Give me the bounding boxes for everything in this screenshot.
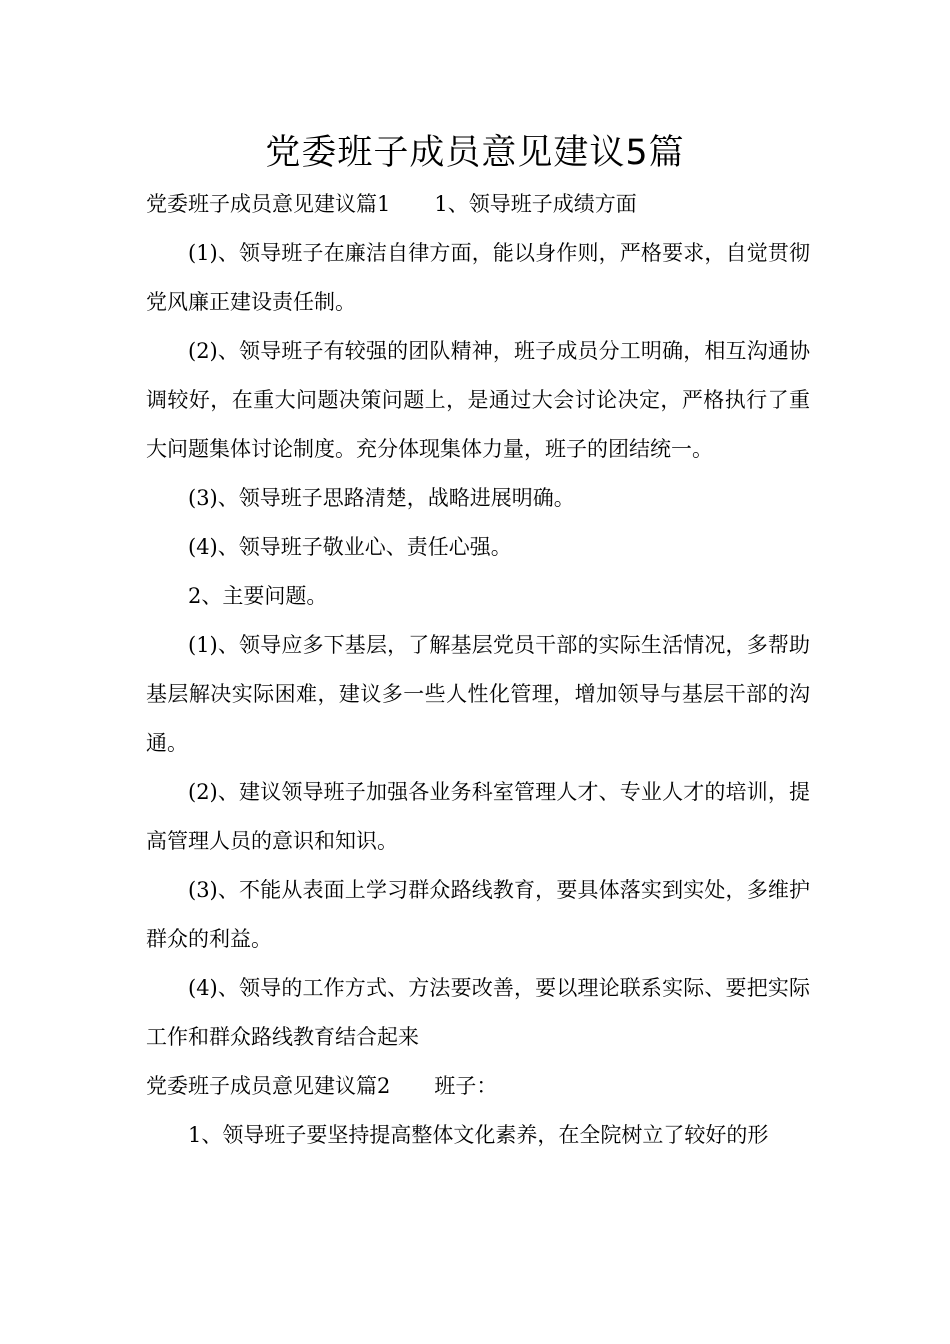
paragraph: 2、主要问题。: [188, 584, 328, 608]
paragraph: (2)、领导班子有较强的团队精神，班子成员分工明确，相互沟通协调较好，在重大问题决策问题上，是通过大会讨论决定，严格执行了重大问题集体讨论制度。充分体现集体力量，班子的团结统一。: [146, 339, 810, 461]
document-body: [146, 180, 810, 1160]
paragraph: (1)、领导应多下基层，了解基层党员干部的实际生活情况，多帮助基层解决实际困难，建议多一些人性化管理，增加领导与基层干部的沟通。: [146, 633, 810, 755]
paragraph: (4)、领导班子敬业心、责任心强。: [188, 535, 512, 559]
paragraph: 1、领导班子要坚持提高整体文化素养，在全院树立了较好的形: [188, 1123, 769, 1147]
paragraph: (2)、建议领导班子加强各业务科室管理人才、专业人才的培训，提高管理人员的意识和知识。: [146, 780, 810, 853]
paragraph: (1)、领导班子在廉洁自律方面，能以身作则，严格要求，自觉贯彻党风廉正建设责任制。: [146, 241, 810, 314]
section-title: 党委班子成员意见建议篇2: [146, 1074, 391, 1098]
section-heading-1: [146, 180, 810, 229]
section-heading-2: [146, 1062, 810, 1111]
paragraph: (3)、不能从表面上学习群众路线教育，要具体落实到实处，多维护群众的利益。: [146, 878, 810, 951]
section-subtitle: 班子：: [434, 1074, 498, 1098]
document-title: 党委班子成员意见建议5篇: [265, 133, 685, 173]
paragraph: (4)、领导的工作方式、方法要改善，要以理论联系实际、要把实际工作和群众路线教育结合起来: [146, 976, 810, 1049]
paragraph: (3)、领导班子思路清楚，战略进展明确。: [188, 486, 575, 510]
section-subtitle: 1、领导班子成绩方面: [434, 192, 637, 216]
section-title: 党委班子成员意见建议篇1: [146, 192, 391, 216]
